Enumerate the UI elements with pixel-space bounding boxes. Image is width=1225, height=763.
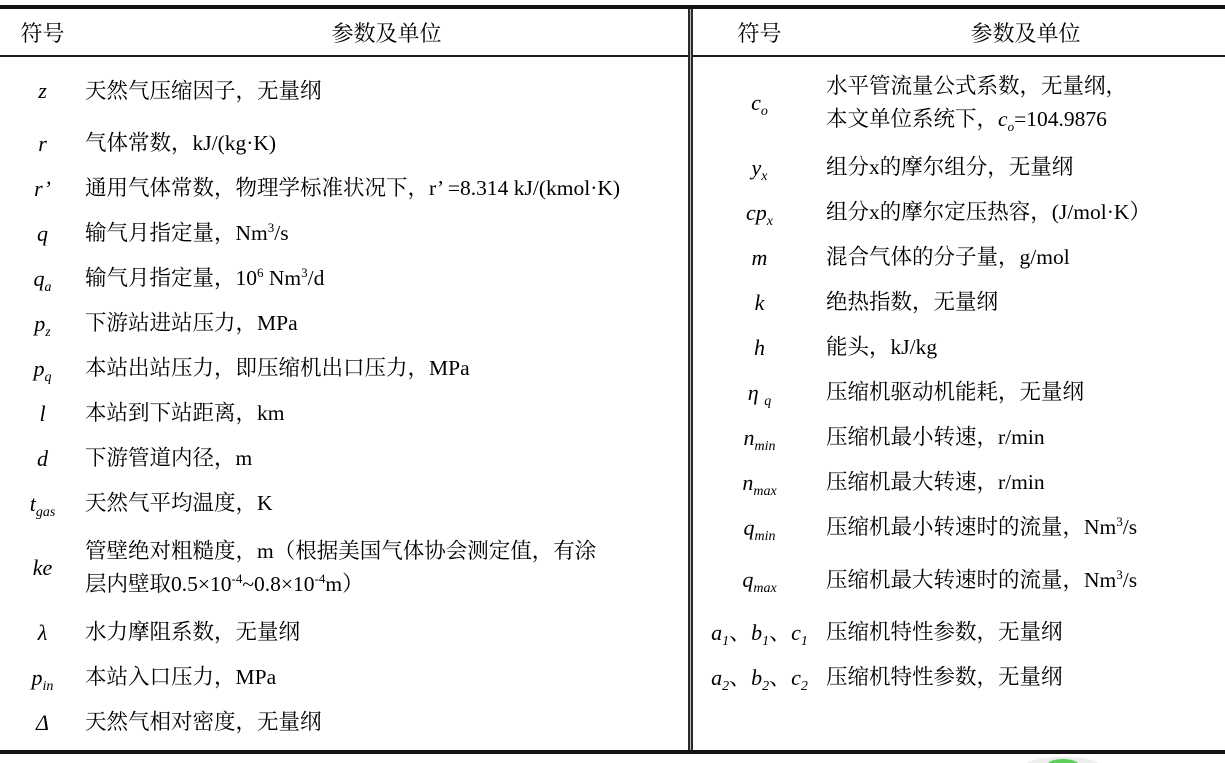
description-cell: 天然气平均温度，K bbox=[85, 491, 273, 515]
table-row bbox=[0, 166, 688, 211]
description-cell: 输气月指定量，$10^6$ Nm$^3$/d bbox=[85, 265, 325, 290]
symbol-cell: $t_{gas}$ bbox=[29, 490, 56, 520]
description-cell: 压缩机最大转速时的流量，Nm$^3$/s bbox=[826, 566, 1138, 592]
description-cell: 管壁绝对粗糙度，m（根据美国气体协会测定值，有涂 层内壁取$0.5\times 10^{-4}\sim 0.8\times 10^{-4}m$） bbox=[85, 539, 597, 596]
table-row bbox=[0, 655, 688, 700]
description-cell: 水平管流量公式系数，无量纲， 本文单位系统下，$c_o=104.9876$ bbox=[826, 74, 1128, 134]
symbol-cell: k bbox=[754, 289, 765, 315]
table-row bbox=[693, 550, 1225, 610]
symbol-cell: $y_x$ bbox=[751, 154, 768, 184]
description-cell: 绝热指数，无量纲 bbox=[826, 290, 999, 314]
table-row bbox=[693, 415, 1225, 460]
table-row bbox=[0, 700, 688, 745]
table-row bbox=[693, 325, 1225, 370]
description-cell: 下游站进站压力，MPa bbox=[85, 311, 298, 335]
symbol-cell: $n_{min}$ bbox=[743, 424, 776, 454]
symbol-cell: m bbox=[751, 244, 768, 270]
symbol-cell: d bbox=[37, 445, 48, 471]
table-row bbox=[0, 346, 688, 391]
table-row bbox=[0, 301, 688, 346]
symbol-cell: λ bbox=[37, 619, 48, 645]
symbol-cell: $q_{min}$ bbox=[743, 514, 776, 544]
description-cell: 混合气体的分子量，g/mol bbox=[826, 245, 1070, 269]
description-cell: 气体常数，kJ/(kg·K) bbox=[85, 131, 277, 155]
table-row bbox=[693, 190, 1225, 235]
description-cell: 压缩机特性参数，无量纲 bbox=[826, 665, 1063, 689]
description-cell: 能头，kJ/kg bbox=[826, 335, 938, 359]
table-row bbox=[0, 256, 688, 301]
table-row bbox=[0, 121, 688, 166]
symbol-cell: $p_q$ bbox=[33, 355, 52, 385]
symbol-cell: r’ bbox=[34, 175, 51, 201]
table-header-right bbox=[693, 9, 1225, 57]
symbol-cell: Δ bbox=[36, 709, 49, 735]
header-symbol-right: 符号 bbox=[737, 20, 782, 46]
description-cell: 通用气体常数，物理学标准状况下，r’ =8.314 kJ/(kmol·K) bbox=[85, 176, 621, 200]
description-cell: 压缩机最小转速，r/min bbox=[826, 425, 1045, 449]
header-params-right: 参数及单位 bbox=[970, 20, 1081, 46]
symbol-cell: $a_1$、$b_1$、$c_1$ bbox=[711, 619, 808, 649]
description-cell: 压缩机特性参数，无量纲 bbox=[826, 620, 1063, 644]
symbol-cell: l bbox=[39, 400, 46, 426]
table-row bbox=[0, 436, 688, 481]
symbol-cell: q bbox=[37, 220, 48, 246]
description-cell: 本站出站压力，即压缩机出口压力，MPa bbox=[85, 356, 470, 380]
symbol-cell: $a_2$、$b_2$、$c_2$ bbox=[711, 664, 808, 694]
symbol-cell: $n_{max}$ bbox=[742, 469, 777, 499]
description-cell: 压缩机最小转速时的流量，Nm$^3$/s bbox=[826, 514, 1138, 539]
table-row bbox=[693, 655, 1225, 700]
header-symbol-left: 符号 bbox=[20, 20, 65, 46]
table-row bbox=[0, 391, 688, 436]
table-body-left bbox=[0, 57, 688, 750]
table-row bbox=[693, 235, 1225, 280]
symbol-cell: h bbox=[754, 334, 765, 360]
description-cell: 压缩机最大转速，r/min bbox=[826, 470, 1045, 494]
symbol-cell: η $_q$ bbox=[747, 379, 772, 409]
table-row bbox=[0, 610, 688, 655]
table-row bbox=[0, 526, 688, 610]
symbol-cell: r bbox=[38, 130, 47, 156]
description-cell: 天然气压缩因子，无量纲 bbox=[85, 78, 322, 103]
description-cell: 组分x的摩尔定压热容，(J/mol·K） bbox=[826, 200, 1151, 224]
nomenclature-table bbox=[0, 5, 1225, 754]
description-cell: 组分x的摩尔组分，无量纲 bbox=[826, 155, 1074, 179]
table-row bbox=[693, 610, 1225, 655]
table-row bbox=[0, 61, 688, 121]
symbol-cell: $p_{in}$ bbox=[31, 664, 54, 694]
symbol-cell: z bbox=[38, 78, 47, 103]
symbol-cell: $c_o$ bbox=[751, 90, 768, 119]
symbol-cell: ke bbox=[32, 555, 53, 580]
table-row bbox=[693, 145, 1225, 190]
symbol-cell: $p_z$ bbox=[34, 310, 51, 340]
description-cell: 本站到下站距离，km bbox=[85, 401, 285, 425]
description-cell: 水力摩阻系数，无量纲 bbox=[85, 620, 301, 644]
table-header-left bbox=[0, 9, 688, 57]
table-row bbox=[693, 460, 1225, 505]
symbol-cell: $q_a$ bbox=[33, 265, 52, 295]
table-row bbox=[0, 211, 688, 256]
table-row bbox=[693, 505, 1225, 550]
description-cell: 压缩机驱动机能耗，无量纲 bbox=[826, 380, 1085, 404]
description-cell: 输气月指定量，Nm$^3$/s bbox=[85, 220, 289, 245]
symbol-cell: $q_{max}$ bbox=[742, 567, 777, 596]
table-row bbox=[693, 370, 1225, 415]
table-body-right bbox=[693, 57, 1225, 750]
header-params-left: 参数及单位 bbox=[331, 20, 442, 46]
table-row bbox=[693, 61, 1225, 145]
table-row bbox=[693, 280, 1225, 325]
symbol-cell: $cp_x$ bbox=[746, 199, 773, 229]
description-cell: 下游管道内径，m bbox=[85, 446, 253, 470]
description-cell: 本站入口压力，MPa bbox=[85, 665, 277, 689]
description-cell: 天然气相对密度，无量纲 bbox=[85, 710, 322, 734]
table-row bbox=[0, 481, 688, 526]
